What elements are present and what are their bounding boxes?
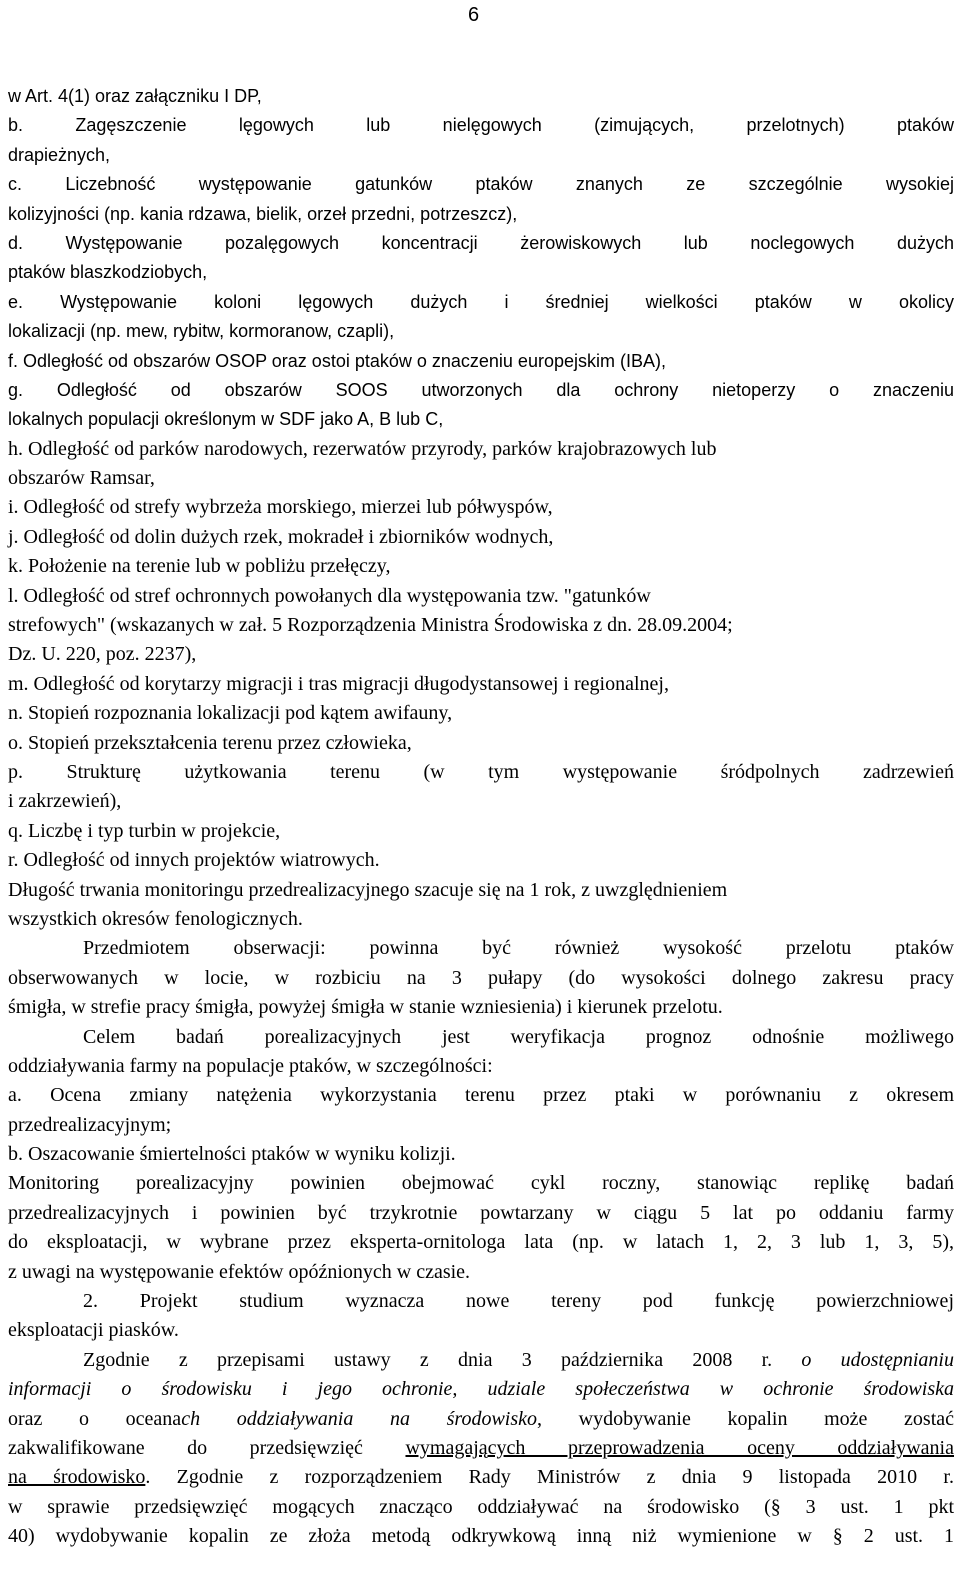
text-line: ptaków blaszkodziobych, [8,262,208,283]
document-body [8,82,954,1552]
text-line: r. Odległość od innych projektów wiatrowych. [8,849,380,872]
text-line: strefowych" (wskazanych w zał. 5 Rozporządzenia Ministra Środowiska z dn. 28.09.2004; [8,614,733,637]
text-line: g. Odległość od obszarów SOOS utworzonych dla ochrony nietoperzy o znaczeniu [8,379,954,400]
text-line: h. Odległość od parków narodowych, rezerwatów przyrody, parków krajobrazowych lub [8,437,717,460]
text-line: Dz. U. 220, poz. 2237), [8,643,197,666]
text-line: e. Występowanie koloni lęgowych dużych i średniej wielkości ptaków w okolicy [8,291,954,312]
text-line: przedrealizacyjnych i powinien być trzykrotnie powtarzany w ciągu 5 lat po oddaniu farmy [8,1201,954,1224]
text-line: f. Odległość od obszarów OSOP oraz ostoi ptaków o znaczeniu europejskim (IBA), [8,350,666,371]
text-line: drapieżnych, [8,144,111,165]
text-line: wszystkich okresów fenologicznych. [8,907,303,930]
paragraph-line: na środowisko. Zgodnie z rozporządzeniem Rady Ministrów z dnia 9 listopada 2010 r. [8,1466,954,1489]
text-line: oddziaływania farmy na populacje ptaków, w szczególności: [8,1054,493,1077]
text-line: i zakrzewień), [8,790,122,813]
text-line: b. Oszacowanie śmiertelności ptaków w wyniku kolizji. [8,1143,456,1166]
page-number: 6 [468,4,480,26]
text-line: l. Odległość od stref ochronnych powołanych dla występowania tzw. "gatunków [8,584,651,607]
paragraph-line: Zgodnie z przepisami ustawy z dnia 3 października 2008 r. o udostępnianiu [83,1348,954,1371]
paragraph-line: w sprawie przedsięwzięć mogących znacząco oddziaływać na środowisko (§ 3 ust. 1 pkt [8,1495,954,1518]
text-line: obszarów Ramsar, [8,467,155,490]
text-line: k. Położenie na terenie lub w pobliżu przełęczy, [8,555,391,578]
text-line: lokalizacji (np. mew, rybitw, kormoranow, czapli), [8,321,395,342]
text-line: z uwagi na występowanie efektów opóźnionych w czasie. [8,1260,471,1283]
text-line: Celem badań porealizacyjnych jest weryfikacja prognoz odnośnie możliwego [83,1025,954,1048]
text-line: Przedmiotem obserwacji: powinna być również wysokość przelotu ptaków [83,937,954,960]
text-line: śmigła, w strefie pracy śmigła, powyżej śmigła w stanie wzniesienia) i kierunek przelotu. [8,996,723,1019]
paragraph-line: 40) wydobywanie kopalin ze złoża metodą odkrywkową inną niż wymienione w § 2 ust. 1 [8,1525,954,1548]
text-line: lokalnych populacji określonym w SDF jako A, B lub C, [8,409,444,430]
text-line: n. Stopień rozpoznania lokalizacji pod kątem awifauny, [8,702,453,725]
text-line: obserwowanych w locie, w rozbiciu na 3 pułapy (do wysokości dolnego zakresu pracy [8,966,954,989]
text-line: eksploatacji piasków. [8,1319,179,1342]
text-line: przedrealizacyjnym; [8,1113,172,1136]
text-line: i. Odległość od strefy wybrzeża morskiego, mierzei lub półwyspów, [8,496,553,519]
text-line: d. Występowanie pozalęgowych koncentracji żerowiskowych lub noclegowych dużych [8,232,954,253]
text-line: a. Ocena zmiany natężenia wykorzystania terenu przez ptaki w porównaniu z okresem [8,1084,954,1107]
text-line: b. Zagęszczenie lęgowych lub nielęgowych (zimujących, przelotnych) ptaków [8,115,954,136]
text-line: Długość trwania monitoringu przedrealizacyjnego szacuje się na 1 rok, z uwzględnieniem [8,878,728,901]
text-line: m. Odległość od korytarzy migracji i tras migracji długodystansowej i regionalnej, [8,672,669,695]
paragraph-line: informacji o środowisku i jego ochronie, udziale społeczeństwa w ochronie środowiska [8,1378,954,1401]
text-line: Monitoring porealizacyjny powinien obejmować cykl roczny, stanowiąc replikę badań [8,1172,954,1195]
text-line: p. Strukturę użytkowania terenu (w tym występowanie śródpolnych zadrzewień [8,760,954,783]
paragraph-line: zakwalifikowane do przedsięwzięć wymagających przeprowadzenia oceny oddziaływania [8,1436,954,1459]
text-line: 2. Projekt studium wyznacza nowe tereny pod funkcję powierzchniowej [83,1290,954,1313]
paragraph-line: oraz o oceanach oddziaływania na środowisko, wydobywanie kopalin może zostać [8,1407,955,1430]
text-line: j. Odległość od dolin dużych rzek, mokradeł i zbiorników wodnych, [8,525,554,548]
text-line: c. Liczebność występowanie gatunków ptaków znanych ze szczególnie wysokiej [8,174,954,195]
text-line: kolizyjności (np. kania rdzawa, bielik, orzeł przedni, potrzeszcz), [8,203,518,224]
text-line: w Art. 4(1) oraz załączniku I DP, [8,86,262,106]
text-line: o. Stopień przekształcenia terenu przez człowieka, [8,731,412,754]
text-line: do eksploatacji, w wybrane przez eksperta-ornitologa lata (np. w latach 1, 2, 3 lub 1, 3, 5), [8,1231,954,1254]
text-lines [8,82,954,1346]
text-line: q. Liczbę i typ turbin w projekcie, [8,819,281,842]
